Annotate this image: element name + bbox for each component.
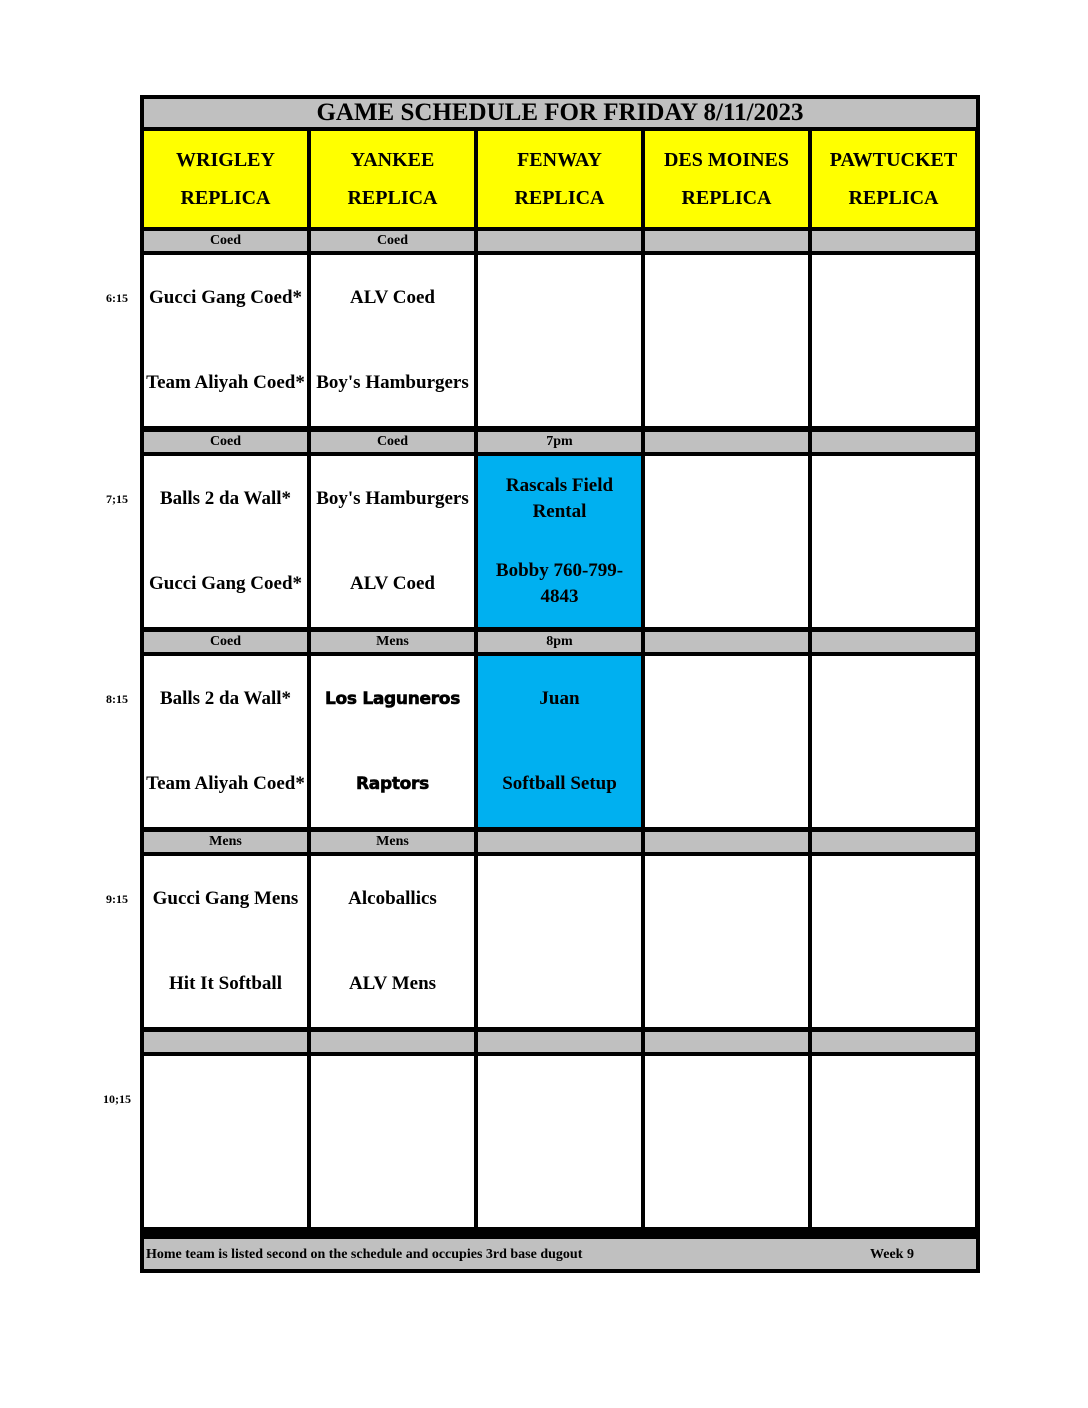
away-team <box>812 656 975 742</box>
home-team: Bobby 760-799-4843 <box>495 560 624 608</box>
away-team <box>478 1056 641 1142</box>
footer <box>144 1239 976 1269</box>
rental-cell <box>478 656 641 827</box>
home-team <box>478 942 641 1028</box>
division-label: Mens <box>311 832 474 852</box>
division-label: Mens <box>144 832 307 852</box>
home-team: Gucci Gang Coed* <box>148 573 303 595</box>
away-team: Los Laguneros <box>324 688 461 709</box>
away-team <box>478 255 641 341</box>
division-label <box>645 632 808 652</box>
away-team <box>812 456 975 542</box>
division-label <box>645 1032 808 1052</box>
game-cell <box>144 255 307 426</box>
game-cell <box>812 856 975 1027</box>
field-subtitle: REPLICA <box>848 187 939 209</box>
game-cell <box>645 456 808 627</box>
home-team <box>812 542 975 628</box>
field-name: YANKEE <box>350 149 435 171</box>
field-header <box>812 131 975 227</box>
game-cell <box>478 856 641 1027</box>
home-team: Team Aliyah Coed* <box>146 372 305 394</box>
home-team: ALV Coed <box>350 573 435 595</box>
field-header <box>645 131 808 227</box>
game-cell <box>478 1056 641 1227</box>
division-label: Coed <box>144 632 307 652</box>
away-team: Boy's Hamburgers <box>316 487 469 509</box>
home-team <box>812 1142 975 1228</box>
field-subtitle: REPLICA <box>514 187 605 209</box>
home-team <box>645 942 808 1028</box>
home-team <box>812 942 975 1028</box>
division-label: Coed <box>311 432 474 452</box>
division-label: Coed <box>144 231 307 251</box>
game-cell <box>812 1056 975 1227</box>
away-team <box>812 255 975 341</box>
game-cell <box>311 856 474 1027</box>
home-team: Team Aliyah Coed* <box>146 773 305 795</box>
home-team <box>645 1142 808 1228</box>
game-cell <box>645 656 808 827</box>
away-team: Balls 2 da Wall* <box>159 487 292 509</box>
division-label: Mens <box>311 632 474 652</box>
division-label: Coed <box>311 231 474 251</box>
home-team <box>645 341 808 427</box>
time-label: 10;15 <box>103 1092 131 1106</box>
division-label: 8pm <box>478 632 641 652</box>
field-name: FENWAY <box>517 149 602 171</box>
game-cell <box>311 456 474 627</box>
field-subtitle: REPLICA <box>681 187 772 209</box>
game-cell <box>645 856 808 1027</box>
game-cell <box>311 255 474 426</box>
division-label <box>812 1032 975 1052</box>
away-team <box>645 1056 808 1142</box>
away-team: Balls 2 da Wall* <box>159 687 292 709</box>
away-team: Rascals Field Rental <box>505 474 614 522</box>
field-header <box>478 131 641 227</box>
game-cell <box>478 255 641 426</box>
game-cell <box>645 1056 808 1227</box>
division-label <box>478 832 641 852</box>
away-team <box>144 1056 307 1142</box>
home-team <box>812 742 975 828</box>
home-team <box>645 542 808 628</box>
division-label <box>645 231 808 251</box>
game-cell <box>812 456 975 627</box>
schedule-table <box>140 95 980 1273</box>
time-label: 8:15 <box>106 692 128 706</box>
home-team <box>311 1142 474 1228</box>
away-team <box>645 856 808 942</box>
home-team <box>144 1142 307 1228</box>
away-team: Gucci Gang Mens <box>152 887 299 909</box>
time-label: 9:15 <box>106 892 128 906</box>
division-label <box>645 832 808 852</box>
division-label <box>812 432 975 452</box>
time-label: 7;15 <box>106 492 128 506</box>
field-name: WRIGLEY <box>176 149 275 171</box>
away-team <box>645 255 808 341</box>
game-cell <box>144 456 307 627</box>
division-label: 7pm <box>478 432 641 452</box>
game-cell <box>812 656 975 827</box>
game-cell <box>812 255 975 426</box>
home-team: Boy's Hamburgers <box>316 372 469 394</box>
home-team <box>645 742 808 828</box>
game-cell <box>144 1056 307 1227</box>
field-name: DES MOINES <box>663 149 790 171</box>
away-team: Alcoballics <box>348 887 437 909</box>
game-cell <box>311 1056 474 1227</box>
home-team <box>812 341 975 427</box>
away-team: Gucci Gang Coed* <box>148 286 303 308</box>
home-team: Raptors <box>356 774 429 795</box>
field-header <box>311 131 474 227</box>
division-label <box>645 432 808 452</box>
game-cell <box>144 656 307 827</box>
home-team: Hit It Softball <box>169 973 282 995</box>
field-header <box>144 131 307 227</box>
time-label: 6:15 <box>106 291 128 305</box>
division-label <box>144 1032 307 1052</box>
away-team: ALV Coed <box>350 286 435 308</box>
game-cell <box>144 856 307 1027</box>
division-label <box>812 832 975 852</box>
away-team <box>645 656 808 742</box>
home-team-note: Home team is listed second on the schedule and occupies 3rd base dugout <box>146 1247 583 1262</box>
home-team <box>478 341 641 427</box>
division-label <box>478 231 641 251</box>
away-team <box>645 456 808 542</box>
division-label <box>812 632 975 652</box>
field-name: PAWTUCKET <box>829 149 958 171</box>
home-team: ALV Mens <box>348 973 437 995</box>
division-label: Coed <box>144 432 307 452</box>
division-label <box>478 1032 641 1052</box>
away-team <box>812 1056 975 1142</box>
division-label <box>812 231 975 251</box>
game-cell <box>645 255 808 426</box>
away-team <box>311 1056 474 1142</box>
field-subtitle: REPLICA <box>180 187 271 209</box>
game-cell <box>311 656 474 827</box>
away-team <box>478 856 641 942</box>
field-subtitle: REPLICA <box>347 187 438 209</box>
schedule-title: GAME SCHEDULE FOR FRIDAY 8/11/2023 <box>144 99 976 127</box>
home-team: Softball Setup <box>502 773 617 795</box>
division-label <box>311 1032 474 1052</box>
rental-cell <box>478 456 641 627</box>
home-team <box>478 1142 641 1228</box>
week-label: Week 9 <box>870 1247 914 1262</box>
away-team: Juan <box>539 687 580 709</box>
away-team <box>812 856 975 942</box>
